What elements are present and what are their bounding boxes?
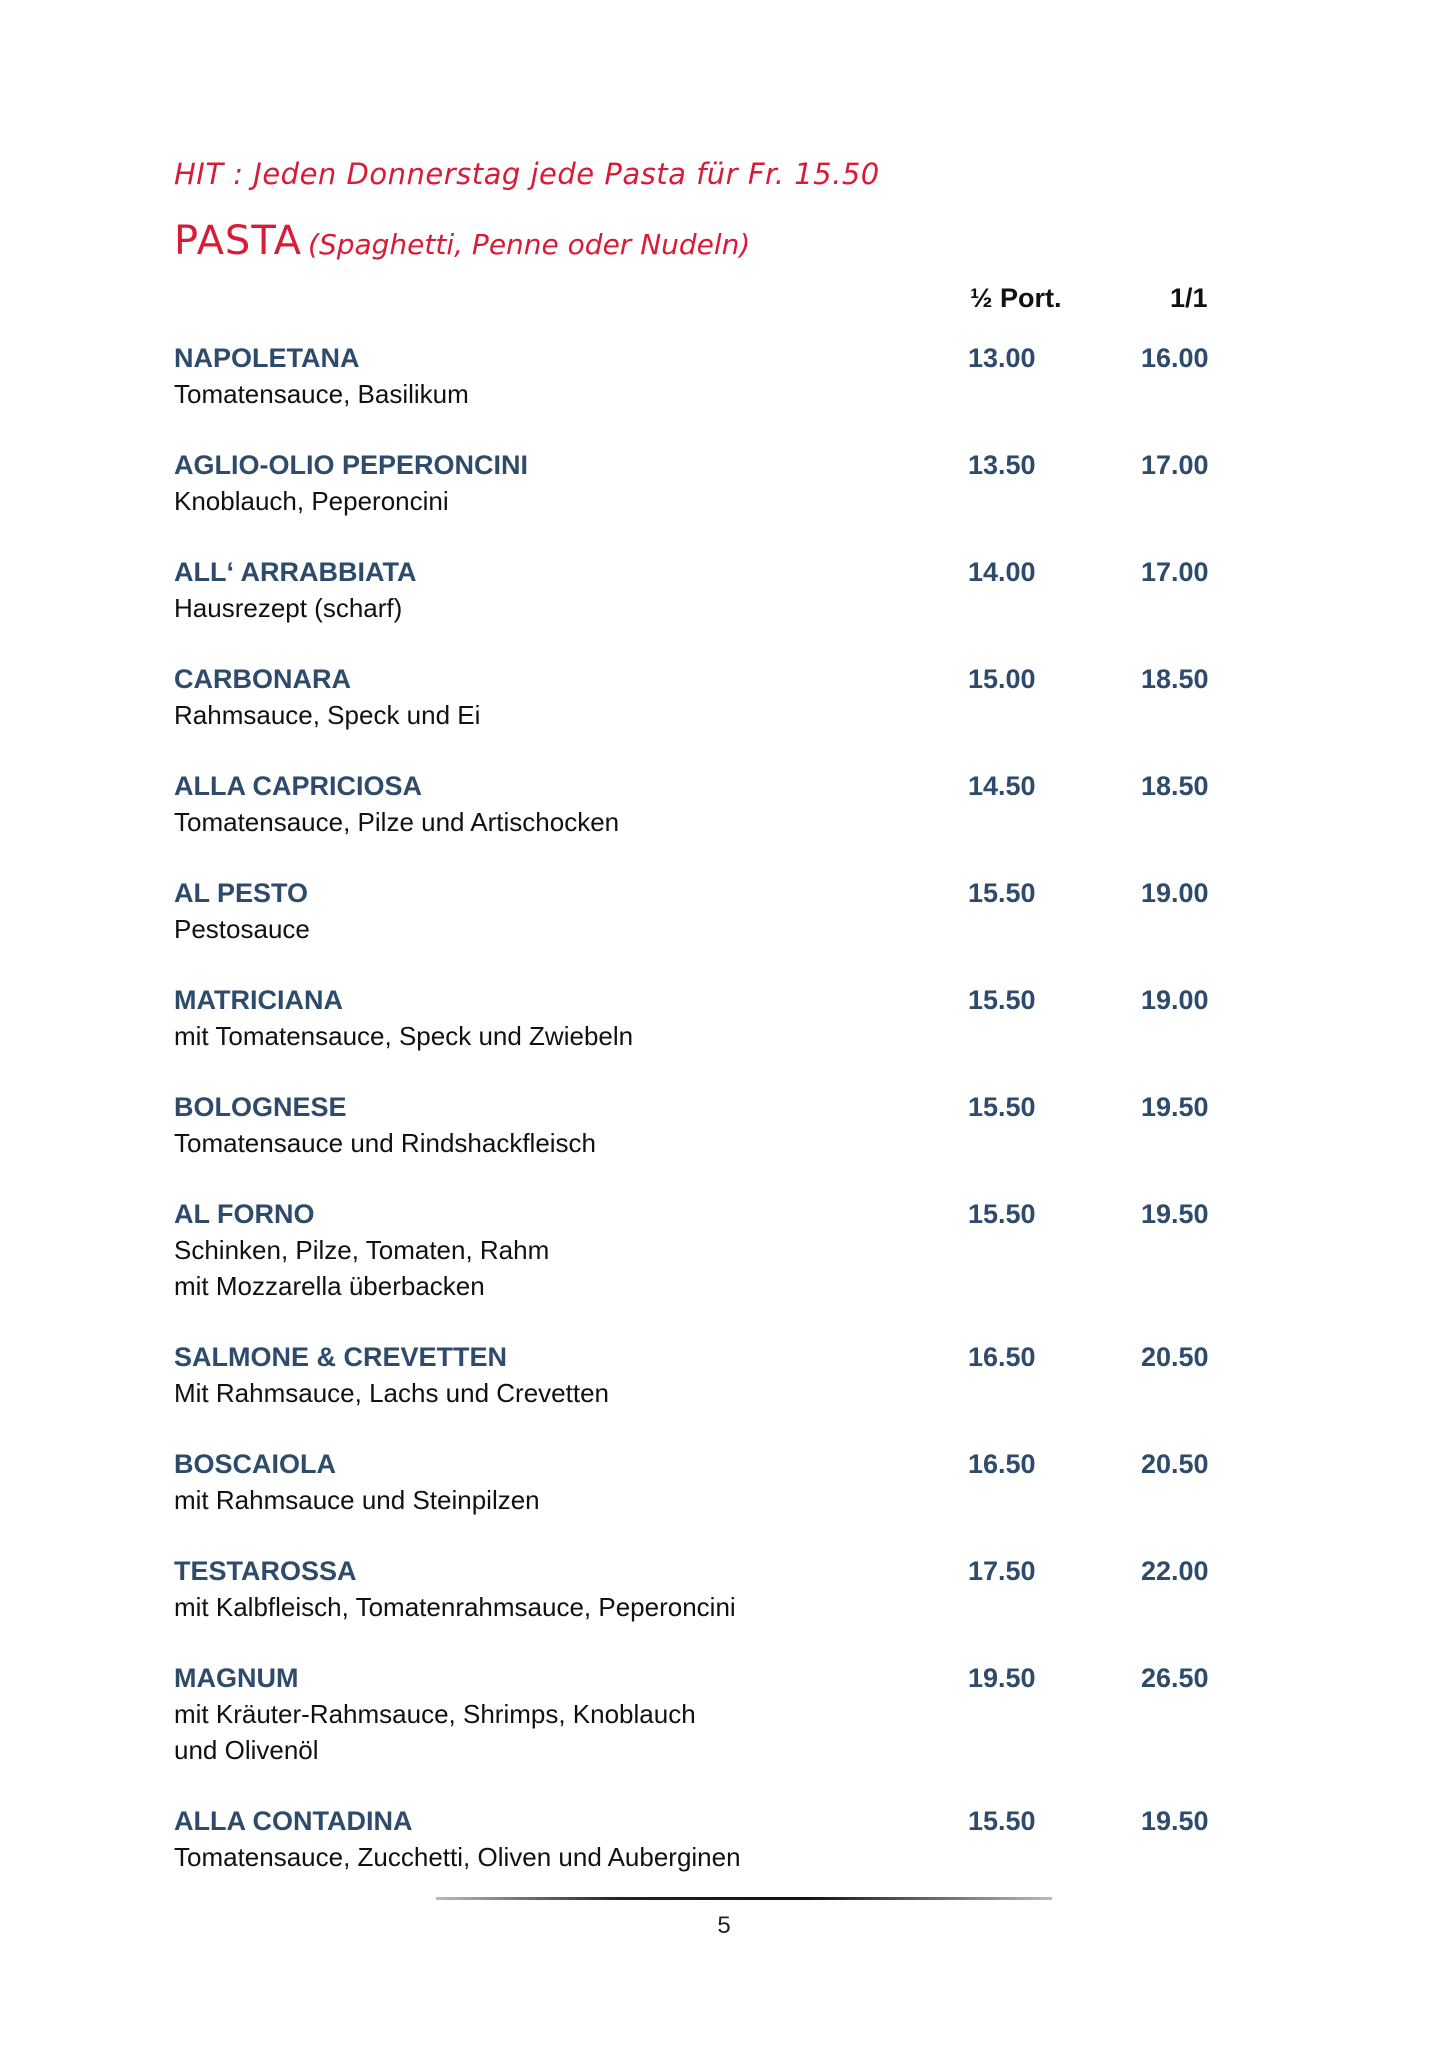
menu-item-price-half: 15.50 [968, 1806, 1036, 1836]
menu-item-price-full: 16.00 [1141, 343, 1209, 373]
menu-item-name: ALLA CAPRICIOSA [174, 771, 422, 801]
menu-item-price-half: 19.50 [968, 1663, 1036, 1693]
menu-item-name: AL PESTO [174, 878, 309, 908]
menu-item-price-full: 19.50 [1141, 1199, 1209, 1229]
menu-item [174, 1803, 1214, 1910]
menu-item-name: BOLOGNESE [174, 1092, 347, 1122]
menu-item-name: MATRICIANA [174, 985, 343, 1015]
menu-item-description: Tomatensauce, Basilikum [174, 379, 469, 409]
menu-item-price-half: 15.50 [968, 1199, 1036, 1229]
menu-item [174, 661, 1214, 768]
menu-item-price-full: 20.50 [1141, 1449, 1209, 1479]
menu-item-price-half: 17.50 [968, 1556, 1036, 1586]
column-header-full-portion: 1/1 [1170, 283, 1208, 313]
menu-item-description: Rahmsauce, Speck und Ei [174, 700, 481, 730]
menu-item-description: Pestosauce [174, 914, 310, 944]
menu-item-name: BOSCAIOLA [174, 1449, 336, 1479]
menu-item-description: Mit Rahmsauce, Lachs und Crevetten [174, 1378, 609, 1408]
menu-item-price-full: 19.50 [1141, 1806, 1209, 1836]
menu-item [174, 340, 1214, 447]
menu-item-description: Tomatensauce, Zucchetti, Oliven und Auberginen [174, 1842, 741, 1872]
menu-item [174, 768, 1214, 875]
column-header-half-portion: ½ Port. [970, 283, 1062, 313]
menu-item-price-full: 17.00 [1141, 557, 1209, 587]
menu-item-description: mit Kalbfleisch, Tomatenrahmsauce, Peperoncini [174, 1592, 736, 1622]
menu-item-description: mit Tomatensauce, Speck und Zwiebeln [174, 1021, 634, 1051]
menu-item-name: SALMONE & CREVETTEN [174, 1342, 508, 1372]
menu-item [174, 1339, 1214, 1446]
menu-item-price-full: 20.50 [1141, 1342, 1209, 1372]
menu-item-description: mit Kräuter-Rahmsauce, Shrimps, Knoblauch [174, 1699, 696, 1729]
menu-item-price-half: 13.50 [968, 450, 1036, 480]
menu-item-price-half: 16.50 [968, 1342, 1036, 1372]
menu-item-price-half: 15.50 [968, 1092, 1036, 1122]
menu-item-description: Tomatensauce, Pilze und Artischocken [174, 807, 620, 837]
menu-item-price-full: 19.50 [1141, 1092, 1209, 1122]
menu-item-description: und Olivenöl [174, 1735, 319, 1765]
menu-item-price-full: 26.50 [1141, 1663, 1209, 1693]
menu-item-description: Schinken, Pilze, Tomaten, Rahm [174, 1235, 550, 1265]
menu-item-description: Hausrezept (scharf) [174, 593, 403, 623]
menu-item-price-half: 15.50 [968, 878, 1036, 908]
menu-item [174, 875, 1214, 982]
menu-item [174, 982, 1214, 1089]
menu-item [174, 1089, 1214, 1196]
menu-item-name: ALLA CONTADINA [174, 1806, 413, 1836]
menu-item-name: MAGNUM [174, 1663, 299, 1693]
menu-item [174, 554, 1214, 661]
menu-item-price-full: 18.50 [1141, 664, 1209, 694]
menu-item-price-half: 14.00 [968, 557, 1036, 587]
menu-item-price-half: 15.00 [968, 664, 1036, 694]
menu-item [174, 1446, 1214, 1553]
menu-item-price-full: 18.50 [1141, 771, 1209, 801]
menu-item-price-half: 15.50 [968, 985, 1036, 1015]
section-title-main: PASTA [174, 218, 303, 264]
promo-banner: HIT : Jeden Donnerstag jede Pasta für Fr. 15.50 [174, 157, 880, 191]
menu-item [174, 1553, 1214, 1660]
menu-item-price-full: 17.00 [1141, 450, 1209, 480]
menu-item-name: AGLIO-OLIO PEPERONCINI [174, 450, 529, 480]
menu-item-price-full: 19.00 [1141, 985, 1209, 1015]
menu-item-price-full: 19.00 [1141, 878, 1209, 908]
menu-item-description: mit Mozzarella überbacken [174, 1271, 485, 1301]
menu-item-name: TESTAROSSA [174, 1556, 357, 1586]
menu-item-price-half: 14.50 [968, 771, 1036, 801]
menu-item-list [174, 340, 1214, 1910]
menu-item-name: AL FORNO [174, 1199, 315, 1229]
menu-item-description: Tomatensauce und Rindshackfleisch [174, 1128, 597, 1158]
section-title [174, 218, 750, 264]
section-title-sub: (Spaghetti, Penne oder Nudeln) [308, 228, 751, 261]
menu-item-name: ALL‘ ARRABBIATA [174, 557, 417, 587]
menu-item [174, 447, 1214, 554]
menu-item-price-half: 16.50 [968, 1449, 1036, 1479]
menu-item-price-full: 22.00 [1141, 1556, 1209, 1586]
menu-item [174, 1660, 1214, 1803]
menu-item-description: mit Rahmsauce und Steinpilzen [174, 1485, 540, 1515]
menu-item-price-half: 13.00 [968, 343, 1036, 373]
menu-item-name: CARBONARA [174, 664, 351, 694]
footer-divider [436, 1897, 1052, 1900]
page-number: 5 [717, 1912, 731, 1939]
menu-item-description: Knoblauch, Peperoncini [174, 486, 449, 516]
menu-item [174, 1196, 1214, 1339]
menu-item-name: NAPOLETANA [174, 343, 360, 373]
